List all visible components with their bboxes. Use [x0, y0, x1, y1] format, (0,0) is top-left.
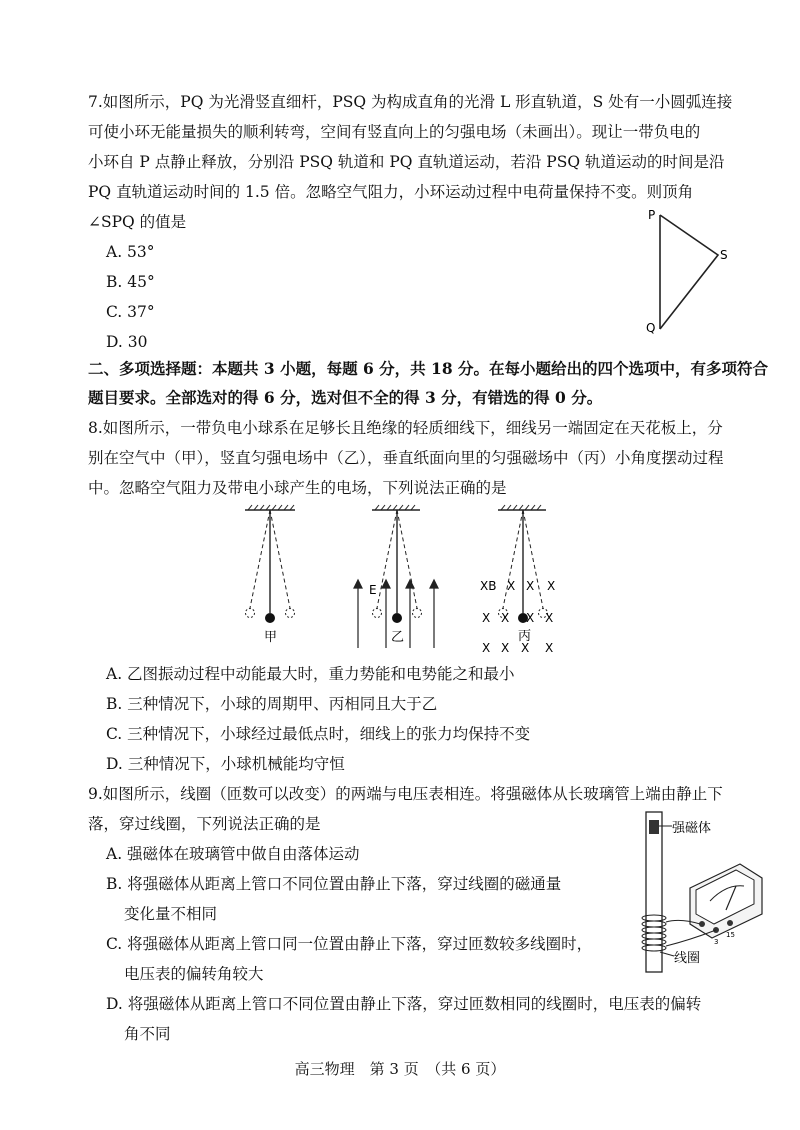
label-e: E	[369, 583, 377, 597]
q8-option-d: D. 三种情况下，小球机械能均守恒	[106, 755, 345, 773]
page-footer: 高三物理 第 3 页 （共 6 页）	[294, 1060, 506, 1078]
q9-option-d-line-2: 角不同	[124, 1025, 171, 1043]
coil-label: 线圈	[674, 951, 701, 966]
q9-option-d-line-1: D. 将强磁体从距离上管口不同位置由静止下落，穿过匝数相同的线圈时，电压表的偏转	[106, 995, 702, 1013]
q9-option-c-line-1: C. 将强磁体从距离上管口同一位置由静止下落，穿过匝数较多线圈时，	[106, 935, 593, 953]
cross-r3c2: X	[501, 641, 510, 655]
section2-line-2: 题目要求。全部选对的得 6 分，选对但不全的得 3 分，有错选的得 0 分。	[88, 388, 603, 407]
label-yi: 乙	[391, 630, 405, 645]
q9-option-b-line-1: B. 将强磁体从距离上管口不同位置由静止下落，穿过线圈的磁通量	[106, 875, 562, 893]
pendulum-jia	[245, 505, 295, 645]
glass-tube	[646, 812, 662, 972]
cross-r2c3: X	[526, 611, 535, 625]
cross-r3c4: X	[545, 641, 554, 655]
cross-r2c1: X	[482, 611, 491, 625]
q7-triangle-figure	[640, 205, 740, 345]
q7-line-5: ∠SPQ 的值是	[88, 213, 187, 231]
label-bing: 丙	[518, 629, 532, 644]
pendulum-bing	[480, 505, 555, 655]
label-p: P	[648, 208, 656, 222]
cross-r1c2: X	[507, 579, 516, 593]
q8-pendulum-figure	[220, 500, 580, 662]
q7-line-3: 小环自 P 点静止释放，分别沿 PSQ 轨道和 PQ 直轨道运动，若沿 PSQ 轨道运动的时间是沿	[88, 153, 725, 171]
q8-line-2: 别在空气中（甲），竖直匀强电场中（乙），垂直纸面向里的匀强磁场中（丙）小角度摆动过程	[88, 449, 724, 467]
cross-r3c1: X	[482, 641, 491, 655]
q9-line-1: 9.如图所示，线圈（匝数可以改变）的两端与电压表相连。将强磁体从长玻璃管上端由静止下	[88, 785, 723, 803]
q9-option-a: A. 强磁体在玻璃管中做自由落体运动	[106, 845, 360, 863]
meter-terminal-3: 3	[714, 938, 719, 946]
pendulum-yi	[354, 505, 438, 648]
q9-line-2: 落，穿过线圈，下列说法正确的是	[88, 815, 321, 833]
q8-option-c: C. 三种情况下，小球经过最低点时，细线上的张力均保持不变	[106, 725, 531, 743]
meter-terminal-neg: -	[699, 932, 702, 940]
q8-line-3: 中。忽略空气阻力及带电小球产生的电场，下列说法正确的是	[88, 479, 507, 497]
cross-r1c4: X	[547, 579, 556, 593]
section2-line-1: 二、多项选择题：本题共 3 小题，每题 6 分，共 18 分。在每小题给出的四个选项中，有多项符合	[88, 359, 769, 378]
cross-r2c2: X	[501, 611, 510, 625]
q9-option-b-line-2: 变化量不相同	[124, 905, 218, 923]
label-s: S	[720, 248, 728, 262]
label-q: Q	[646, 321, 656, 335]
q8-option-b: B. 三种情况下，小球的周期甲、丙相同且大于乙	[106, 695, 438, 713]
q8-line-1: 8.如图所示，一带负电小球系在足够长且绝缘的轻质细线下，细线另一端固定在天花板上，分	[88, 419, 723, 437]
cross-r3c3: X	[521, 641, 530, 655]
q7-option-a: A. 53°	[106, 243, 155, 261]
label-b: XB	[480, 579, 497, 593]
q7-option-b: B. 45°	[106, 273, 155, 291]
meter-terminal-15: 15	[726, 931, 735, 939]
q9-magnet-figure	[630, 806, 790, 982]
q7-option-d: D. 30	[106, 333, 148, 351]
q7-line-2: 可使小环无能量损失的顺利转弯，空间有竖直向上的匀强电场（未画出）。现让一带负电的	[88, 123, 701, 141]
q8-option-a: A. 乙图振动过程中动能最大时，重力势能和电势能之和最小	[106, 665, 515, 683]
q7-option-c: C. 37°	[106, 303, 155, 321]
cross-r2c4: X	[545, 611, 554, 625]
q9-option-c-line-2: 电压表的偏转角较大	[124, 965, 264, 983]
label-jia: 甲	[264, 630, 278, 645]
magnet	[649, 820, 659, 834]
cross-r1c3: X	[526, 579, 535, 593]
q7-line-1: 7.如图所示，PQ 为光滑竖直细杆，PSQ 为构成直角的光滑 L 形直轨道，S 处有一小圆弧连接	[88, 93, 733, 111]
magnet-label: 强磁体	[672, 821, 712, 836]
triangle-track	[660, 215, 718, 329]
q7-line-4: PQ 直轨道运动时间的 1.5 倍。忽略空气阻力，小环运动过程中电荷量保持不变。则顶角	[88, 183, 694, 201]
voltmeter	[690, 864, 762, 946]
